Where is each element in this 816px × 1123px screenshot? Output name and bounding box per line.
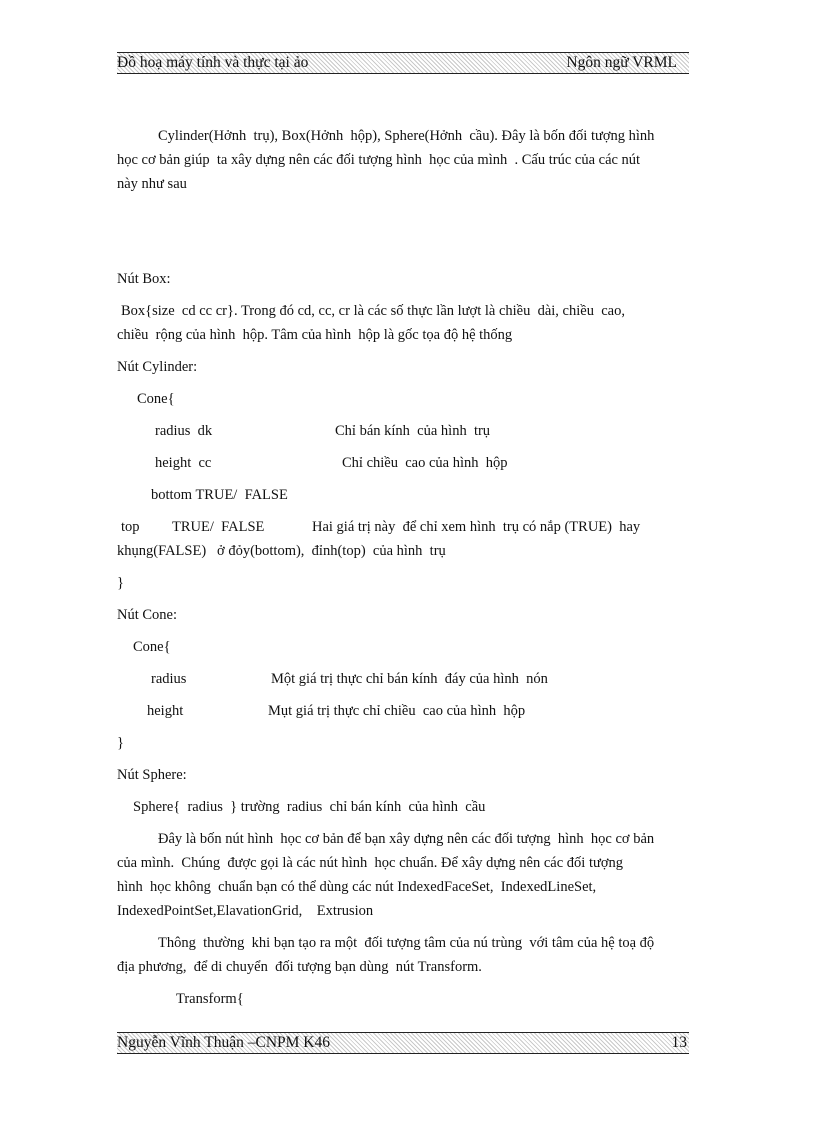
cone-close: }	[117, 735, 124, 751]
box-heading: Nút Box:	[117, 271, 171, 287]
cylinder-open: Cone{	[137, 391, 175, 407]
intro-line-2: học cơ bản giúp ta xây dựng nên các đối tượng hình học của mình . Cấu trúc của các nút	[117, 152, 641, 168]
summary-line-4: IndexedPointSet,ElavationGrid, Extrusion	[117, 903, 374, 919]
page-footer	[117, 1032, 689, 1054]
cylinder-radius-field: radius dk	[155, 423, 213, 439]
cone-radius-desc: Một giá trị thực chỉ bán kính đáy của hình nón	[271, 671, 548, 687]
intro-line-3: này như sau	[117, 176, 187, 192]
cone-heading: Nút Cone:	[117, 607, 178, 623]
summary-line-3: hình học không chuẩn bạn có thể dùng các nút IndexedFaceSet, IndexedLineSet,	[117, 879, 597, 895]
cylinder-heading: Nút Cylinder:	[117, 359, 198, 375]
cone-open: Cone{	[133, 639, 171, 655]
footer-author: Nguyễn Vĩnh Thuận –CNPM K46	[117, 1034, 330, 1051]
cone-height-desc: Mụt giá trị thực chỉ chiều cao của hình hộp	[268, 703, 526, 719]
cylinder-radius-desc: Chỉ bán kính của hình trụ	[335, 423, 491, 439]
transform-code: Transform{	[176, 991, 244, 1007]
cylinder-top-field: top	[121, 519, 140, 535]
cylinder-top-values: TRUE/ FALSE	[172, 519, 265, 535]
page-number: 13	[671, 1034, 687, 1051]
transform-line-2: địa phương, để di chuyển đối tượng bạn dùng nút Transform.	[117, 959, 482, 975]
box-line-1: Box{size cd cc cr}. Trong đó cd, cc, cr là các số thực lần lượt là chiều dài, chiều cao,	[121, 303, 625, 319]
cylinder-close: }	[117, 575, 124, 591]
summary-line-2: của mình. Chúng được gọi là các nút hình học chuẩn. Để xây dựng nên các đối tượng	[117, 855, 624, 871]
cylinder-top-desc-2: khụng(FALSE) ở đỏy(bottom), đỉnh(top) của hình trụ	[117, 543, 446, 559]
cylinder-top-desc: Hai giá trị này để chỉ xem hình trụ có nắp (TRUE) hay	[312, 519, 641, 535]
header-section: Ngôn ngữ VRML	[566, 54, 677, 71]
transform-line-1: Thông thường khi bạn tạo ra một đối tượng tâm của nú trùng với tâm của hệ toạ độ	[158, 935, 655, 951]
cone-height-field: height	[147, 703, 184, 719]
sphere-heading: Nút Sphere:	[117, 767, 187, 783]
header-title: Đồ hoạ máy tính và thực tại ảo	[117, 54, 309, 71]
box-line-2: chiều rộng của hình hộp. Tâm của hình hộp là gốc tọa độ hệ thống	[117, 327, 513, 343]
page-header	[117, 52, 689, 74]
cylinder-height-field: height cc	[155, 455, 212, 471]
sphere-line: Sphere{ radius } trường radius chỉ bán kính của hình cầu	[133, 799, 486, 815]
cylinder-height-desc: Chỉ chiều cao của hình hộp	[342, 455, 508, 471]
cylinder-bottom-field: bottom TRUE/ FALSE	[151, 487, 288, 503]
summary-line-1: Đây là bốn nút hình học cơ bản để bạn xây dựng nên các đối tượng hình học cơ bản	[158, 831, 655, 847]
cone-radius-field: radius	[151, 671, 187, 687]
intro-line-1: Cylinder(Hởnh trụ), Box(Hởnh hộp), Sphere(Hởnh cầu). Đây là bốn đối tượng hình	[158, 128, 655, 144]
